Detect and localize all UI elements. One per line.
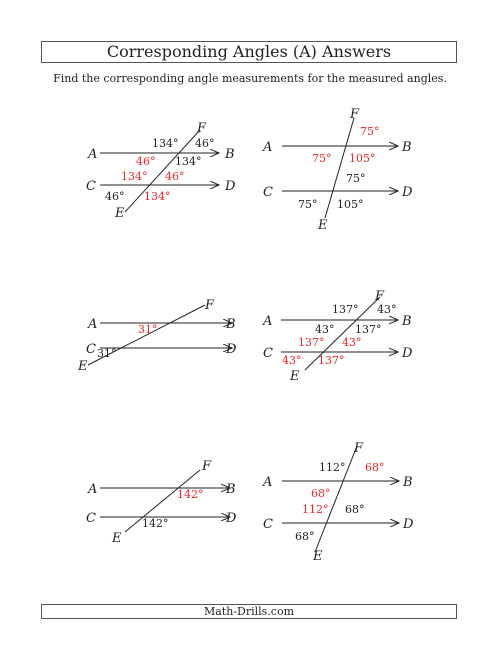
page-title: Corresponding Angles (A) Answers <box>41 41 457 63</box>
answer-angle: 112° <box>302 503 329 516</box>
given-angle: 134° <box>175 155 202 168</box>
answer-angle: 31° <box>138 323 158 336</box>
point-label: E <box>115 206 125 221</box>
point-label: C <box>263 185 273 200</box>
point-label: E <box>313 549 323 564</box>
point-label: C <box>86 342 96 357</box>
point-label: D <box>402 346 413 361</box>
problem-5 <box>86 459 237 546</box>
given-angle: 75° <box>346 172 366 185</box>
given-angle: 43° <box>315 323 335 336</box>
given-angle: 31° <box>97 347 117 360</box>
given-angle: 134° <box>152 137 179 150</box>
given-angle: 68° <box>345 503 365 516</box>
answer-angle: 46° <box>136 155 156 168</box>
instructions: Find the corresponding angle measurements for the measured angles. <box>53 72 447 85</box>
given-angle: 68° <box>295 530 315 543</box>
point-label: A <box>263 314 273 329</box>
point-label: B <box>402 314 412 329</box>
point-label: F <box>205 298 215 313</box>
given-angle: 137° <box>355 323 382 336</box>
answer-angle: 105° <box>349 152 376 165</box>
answer-angle: 134° <box>144 190 171 203</box>
footer: Math-Drills.com <box>41 604 457 619</box>
answer-angle: 43° <box>282 354 302 367</box>
point-label: B <box>403 475 413 490</box>
point-label: A <box>263 140 273 155</box>
answer-angle: 68° <box>311 487 331 500</box>
point-label: D <box>226 342 237 357</box>
point-label: C <box>263 346 273 361</box>
point-label: F <box>375 289 385 304</box>
answer-angle: 142° <box>177 488 204 501</box>
answer-angle: 134° <box>121 170 148 183</box>
problem-3 <box>77 298 237 374</box>
given-angle: 112° <box>319 461 346 474</box>
point-label: E <box>78 359 88 374</box>
problem-6 <box>262 441 414 564</box>
point-label: C <box>86 179 96 194</box>
answer-angle: 75° <box>360 125 380 138</box>
point-label: D <box>226 511 237 526</box>
point-label: A <box>263 475 273 490</box>
given-angle: 142° <box>142 517 169 530</box>
given-angle: 75° <box>298 198 318 211</box>
problem-2 <box>262 107 413 233</box>
answer-angle: 46° <box>165 170 185 183</box>
problem-4 <box>262 289 413 384</box>
given-angle: 105° <box>337 198 364 211</box>
given-angle: 43° <box>377 303 397 316</box>
point-label: F <box>354 441 364 456</box>
given-angle: 137° <box>332 303 359 316</box>
point-label: E <box>112 531 122 546</box>
answer-angle: 68° <box>365 461 385 474</box>
point-label: F <box>350 107 360 122</box>
point-label: D <box>225 179 236 194</box>
point-label: B <box>226 482 236 497</box>
point-label: E <box>318 218 328 233</box>
point-label: F <box>197 121 207 136</box>
point-label: E <box>290 369 300 384</box>
point-label: C <box>263 517 273 532</box>
point-label: A <box>88 317 98 332</box>
point-label: B <box>402 140 412 155</box>
given-angle: 46° <box>105 190 125 203</box>
point-label: A <box>88 147 98 162</box>
point-label: B <box>226 317 236 332</box>
answer-angle: 137° <box>318 354 345 367</box>
point-label: D <box>402 185 413 200</box>
answer-angle: 137° <box>298 336 325 349</box>
given-angle: 46° <box>195 137 215 150</box>
point-label: B <box>225 147 235 162</box>
point-label: C <box>86 511 96 526</box>
point-label: A <box>88 482 98 497</box>
point-label: F <box>202 459 212 474</box>
point-label: D <box>403 517 414 532</box>
answer-angle: 43° <box>342 336 362 349</box>
answer-angle: 75° <box>312 152 332 165</box>
problem-1 <box>86 121 236 221</box>
